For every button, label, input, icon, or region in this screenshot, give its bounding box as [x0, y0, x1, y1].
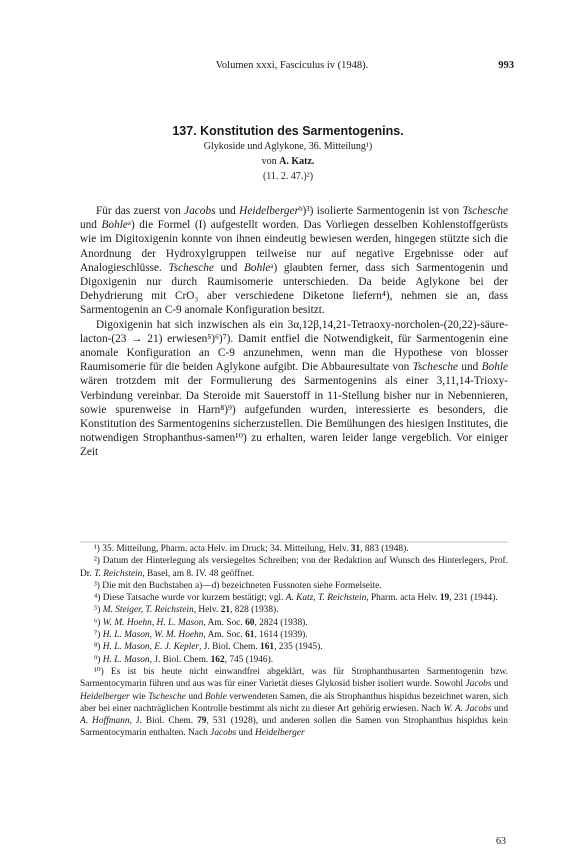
article-title: 137. Konstitution des Sarmentogenins.: [172, 124, 404, 138]
journal-volume: Volumen xxxi, Fasciculus iv (1948).: [215, 60, 369, 71]
footnote: ⁶) W. M. Hoehn, H. L. Mason, Am. Soc. 60, 2824 (1938).: [94, 617, 308, 628]
author-line: [0, 156, 576, 167]
footnote: ⁸) H. L. Mason, E. J. Kepler, J. Biol. Chem. 161, 235 (1945).: [94, 642, 323, 653]
running-header: [70, 60, 514, 74]
footnote: ⁵) M. Steiger, T. Reichstein, Helv. 21, 828 (1938).: [94, 605, 279, 616]
body-text: [80, 204, 508, 460]
received-date: (11. 2. 47.)²): [262, 171, 314, 182]
footnotes: [80, 543, 508, 740]
footnote: ¹⁰) Es ist bis heute nicht einwandfrei abgeklärt, was für Strophanthusarten Sarmentogenin bzw. Sarmentocymarin führen und aus was für einer Varietät dieses Glykosid bisher isoliert wurde. Sowohl Jacobs und Heidelberger wie Tschesche und Bohle verwendeten Samen, die als Strophanthus hispidus bezeichnet waren, sich aber bei einer nachträglichen Kontrolle bestimmt als nicht zu dieser Art gehörig erwiesen. Nach W. A. Jacobs und A. Hoffmann, J. Biol. Chem. 79, 531 (1928), und anderen sollen die Samen von Strophanthus hispidus kein Sarmentocymarin enthalten. Nach Jacobs und Heidelberger: [80, 666, 509, 739]
signature-mark: 63: [496, 836, 506, 847]
footnote: ⁹) H. L. Mason, J. Biol. Chem. 162, 745 (1946).: [94, 654, 274, 665]
page-number: 993: [498, 60, 514, 71]
author-name: A. Katz.: [279, 156, 315, 167]
footnote: ⁷) H. L. Mason, W. M. Hoehn, Am. Soc. 61, 1614 (1939).: [94, 630, 308, 641]
footnote: ³) Die mit den Buchstaben a)—d) bezeichneten Fussnoten siehe Formelseite.: [94, 580, 382, 591]
paragraph-2: Digoxigenin hat sich inzwischen als ein 3α,12β,14,21-Tetraoxy-norcholen-(20,22)-säure-lacton-(23 → 21) erwiesen⁵)⁶)⁷). Damit entfiel die Notwendigkeit, für Sarmentogenin eine anomale Konfiguration an C-9 anzunehmen, wenn man die Hypothese von blosser Raumisomerie für die beiden Aglykone aufgibt. Die Abbauresultate von Tschesche und Bohle wären trotzdem mit der Formulierung des Sarmentogenins als einer 3,11,14-Trioxy-Verbindung vereinbar. Da Steroide mit Sauerstoff in 11-Stellung bisher nur in Nebennieren, sowie spurenweise in Harn⁸)⁹) aufgefunden wurden, interessierte es besonders, die Konstitution des Sarmentogenins sicherzustellen. Die Bemühungen des hiesigen Institutes, die notwendigen Strophanthus-samen¹⁰) zu erhalten, waren leider lange vergeblich. Vor einiger Zeit: [80, 318, 509, 459]
footnote: ⁴) Diese Tatsache wurde vor kurzem bestätigt; vgl. A. Katz, T. Reichstein, Pharm. acta Helv. 19, 231 (1944).: [94, 593, 498, 604]
footnote: ²) Datum der Hinterlegung als versiegeltes Schreiben; von der Redaktion auf Wunsch des Hinterlegers, Prof. Dr. T. Reichstein, Basel, am 8. IV. 48 geöffnet.: [80, 556, 508, 579]
footnote: ¹) 35. Mitteilung, Pharm. acta Helv. im Druck; 34. Mitteilung, Helv. 31, 883 (1948).: [94, 544, 409, 554]
author-prefix: von: [261, 156, 277, 167]
article-subtitle: Glykoside und Aglykone, 36. Mitteilung¹): [203, 141, 373, 152]
paragraph-1: Für das zuerst von Jacobs und Heidelbergerᵇ)³) isolierte Sarmentogenin ist von Tschesche und Bohleᵃ) die Formel (I) aufgestellt worden. Das Vorliegen desselben Kohlenstoffgerüsts wie im Digitoxigenin konnte von ihnen eindeutig bewiesen werden, hingegen stützte sich die Anordnung der Hydroxylgruppen teilweise nur auf negative Ergebnisse oder auf Analogieschlüsse. Tschesche und Bohleᵃ) glaubten ferner, dass sich Sarmentogenin und Digoxigenin nur durch Raumisomerie unterschieden. Da beide Aglykone bei der Dehydrierung mit CrO₃ aber verschiedene Diketone liefern⁴), nehmen sie an, dass Sarmentogenin an C-9 anomale Konfiguration besitzt.: [80, 205, 509, 317]
